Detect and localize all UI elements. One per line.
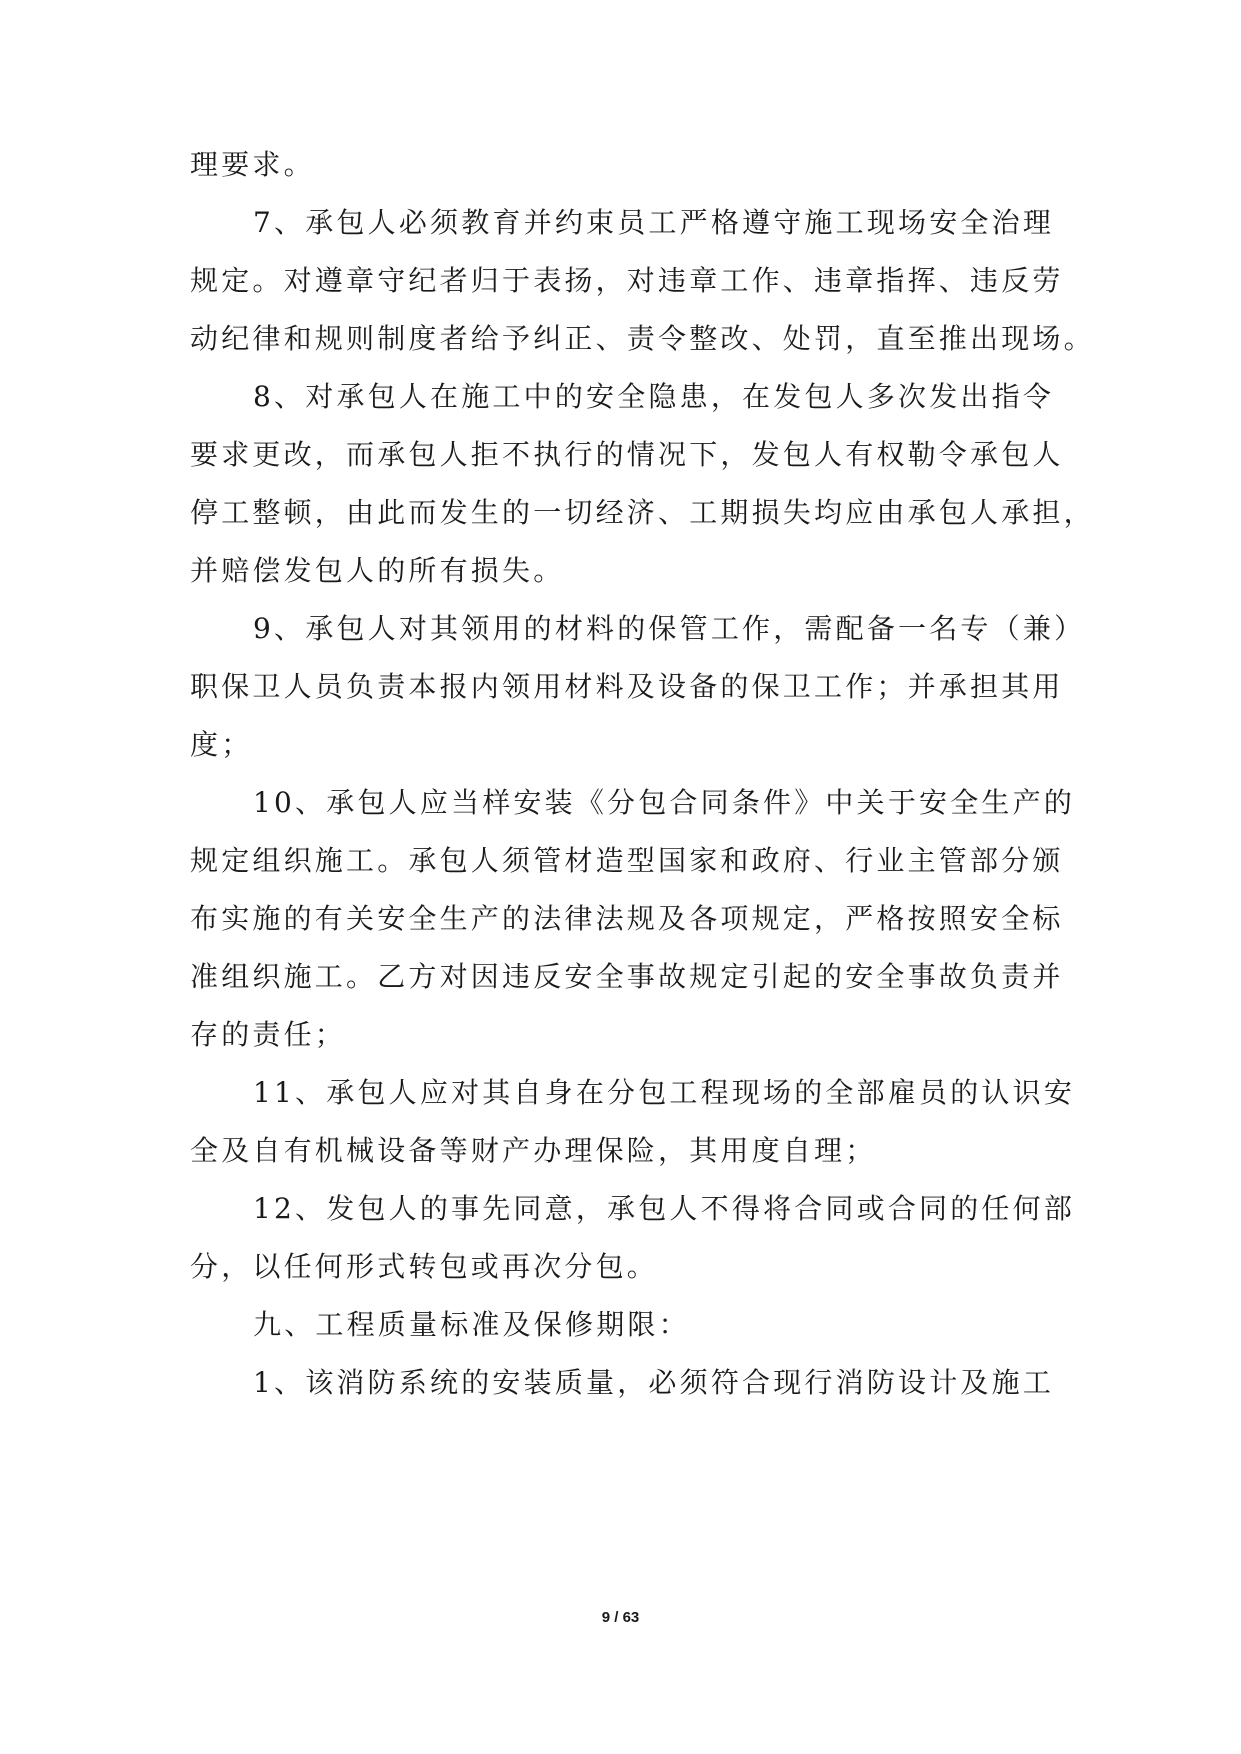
text-line: 全及自有机械设备等财产办理保险，其用度自理； xyxy=(190,1134,877,1167)
text-line: 规定。对遵章守纪者归于表扬，对违章工作、违章指挥、违反劳 xyxy=(190,264,1064,297)
text-line: 要求更改，而承包人拒不执行的情况下，发包人有权勒令承包人 xyxy=(190,438,1064,471)
paragraph-first-line: 1、该消防系统的安装质量，必须符合现行消防设计及施工 xyxy=(253,1366,1055,1399)
text-line: 职保卫人员负责本报内领用材料及设备的保卫工作；并承担其用 xyxy=(190,670,1064,703)
text-line: 理要求。 xyxy=(190,148,315,181)
page-number: 9 / 63 xyxy=(601,1609,640,1626)
paragraph-first-line: 11、承包人应对其自身在分包工程现场的全部雇员的认识安 xyxy=(253,1076,1076,1109)
paragraph-first-line: 9、承包人对其领用的材料的保管工作，需配备一名专（兼） xyxy=(253,612,1086,645)
section-heading: 九、工程质量标准及保修期限： xyxy=(253,1308,690,1341)
text-line: 准组织施工。乙方对因违反安全事故规定引起的安全事故负责并 xyxy=(190,960,1064,993)
text-line: 布实施的有关安全生产的法律法规及各项规定，严格按照安全标 xyxy=(190,902,1064,935)
text-line: 度； xyxy=(190,728,253,761)
text-line: 动纪律和规则制度者给予纠正、责令整改、处罚，直至推出现场。 xyxy=(190,322,1095,355)
text-line: 规定组织施工。承包人须管材造型国家和政府、行业主管部分颁 xyxy=(190,844,1064,877)
paragraph-first-line: 7、承包人必须教育并约束员工严格遵守施工现场安全治理 xyxy=(253,206,1055,239)
paragraph-first-line: 10、承包人应当样安装《分包合同条件》中关于安全生产的 xyxy=(253,786,1076,819)
text-line: 停工整顿，由此而发生的一切经济、工期损失均应由承包人承担， xyxy=(190,496,1095,529)
text-line: 并赔偿发包人的所有损失。 xyxy=(190,554,565,587)
text-line: 存的责任； xyxy=(190,1018,347,1051)
text-line: 分，以任何形式转包或再次分包。 xyxy=(190,1250,659,1283)
paragraph-first-line: 12、发包人的事先同意，承包人不得将合同或合同的任何部 xyxy=(253,1192,1076,1225)
paragraph-first-line: 8、对承包人在施工中的安全隐患，在发包人多次发出指令 xyxy=(253,380,1055,413)
